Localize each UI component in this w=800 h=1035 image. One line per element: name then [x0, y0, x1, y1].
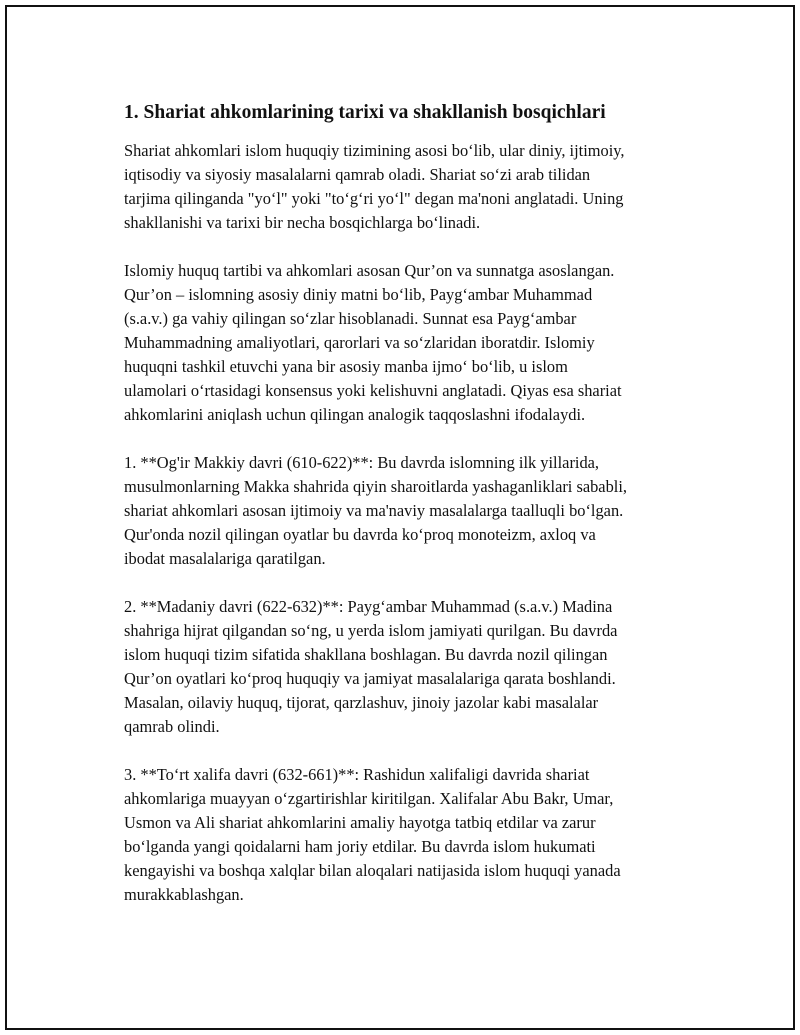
text-line: 3. **To‘rt xalifa davri (632-661)**: Rashidun xalifaligi davrida shariat	[124, 765, 590, 784]
text-line: kengayishi va boshqa xalqlar bilan aloqalari natijasida islom huquqi yanada	[124, 861, 621, 880]
page-frame	[5, 5, 795, 1030]
document-body	[124, 99, 699, 931]
text-line: ibodat masalalariga qaratilgan.	[124, 549, 326, 568]
text-line: Qur'onda nozil qilingan oyatlar bu davrda ko‘proq monoteizm, axloq va	[124, 525, 596, 544]
text-line: huquqni tashkil etuvchi yana bir asosiy manba ijmo‘ bo‘lib, u islom	[124, 357, 568, 376]
text-line: tarjima qilinganda "yo‘l" yoki "to‘g‘ri yo‘l" degan ma'noni anglatadi. Uning	[124, 189, 624, 208]
text-line: ulamolari o‘rtasidagi konsensus yoki kelishuvni anglatadi. Qiyas esa shariat	[124, 381, 622, 400]
text-line: ahkomlarini aniqlash uchun qilingan analogik taqqoslashni ifodalaydi.	[124, 405, 586, 424]
text-line: Qur’on oyatlari ko‘proq huquqiy va jamiyat masalalariga qarata boshlandi.	[124, 669, 616, 688]
text-line: shariat ahkomlari asosan ijtimoiy va ma'naviy masalalarga taalluqli bo‘lgan.	[124, 501, 624, 520]
text-line: (s.a.v.) ga vahiy qilingan so‘zlar hisoblanadi. Sunnat esa Payg‘ambar	[124, 309, 577, 328]
text-line: shahriga hijrat qilgandan so‘ng, u yerda islom jamiyati qurilgan. Bu davrda	[124, 621, 618, 640]
text-line: islom huquqi tizim sifatida shakllana boshlagan. Bu davrda nozil qilingan	[124, 645, 608, 664]
text-line: Masalan, oilaviy huquq, tijorat, qarzlashuv, jinoiy jazolar kabi masalalar	[124, 693, 599, 712]
text-line: ahkomlariga muayyan o‘zgartirishlar kiritilgan. Xalifalar Abu Bakr, Umar,	[124, 789, 614, 808]
paragraph-intro	[124, 139, 699, 235]
paragraph-makkiy-period	[124, 451, 699, 571]
page-title: 1. Shariat ahkomlarining tarixi va shakllanish bosqichlari	[124, 102, 606, 123]
text-line: musulmonlarning Makka shahrida qiyin sharoitlarda yashaganliklari sababli,	[124, 477, 627, 496]
paragraph-four-caliphs-period	[124, 763, 699, 907]
text-line: Qur’on – islomning asosiy diniy matni bo‘lib, Payg‘ambar Muhammad	[124, 285, 593, 304]
paragraph-madaniy-period	[124, 595, 699, 739]
text-line: Muhammadning amaliyotlari, qarorlari va so‘zlaridan iboratdir. Islomiy	[124, 333, 595, 352]
text-line: Shariat ahkomlari islom huquqiy tizimining asosi bo‘lib, ular diniy, ijtimoiy,	[124, 141, 625, 160]
text-line: Islomiy huquq tartibi va ahkomlari asosan Qur’on va sunnatga asoslangan.	[124, 261, 615, 280]
text-line: bo‘lganda yangi qoidalarni ham joriy etdilar. Bu davrda islom hukumati	[124, 837, 596, 856]
paragraph-sources	[124, 259, 699, 427]
text-line: shakllanishi va tarixi bir necha bosqichlarga bo‘linadi.	[124, 213, 481, 232]
text-line: qamrab olindi.	[124, 717, 220, 736]
text-line: Usmon va Ali shariat ahkomlarini amaliy hayotga tatbiq etdilar va zarur	[124, 813, 596, 832]
text-line: murakkablashgan.	[124, 885, 244, 904]
text-line: 1. **Og'ir Makkiy davri (610-622)**: Bu davrda islomning ilk yillarida,	[124, 453, 600, 472]
text-line: iqtisodiy va siyosiy masalalarni qamrab oladi. Shariat so‘zi arab tilidan	[124, 165, 591, 184]
text-line: 2. **Madaniy davri (622-632)**: Payg‘ambar Muhammad (s.a.v.) Madina	[124, 597, 613, 616]
